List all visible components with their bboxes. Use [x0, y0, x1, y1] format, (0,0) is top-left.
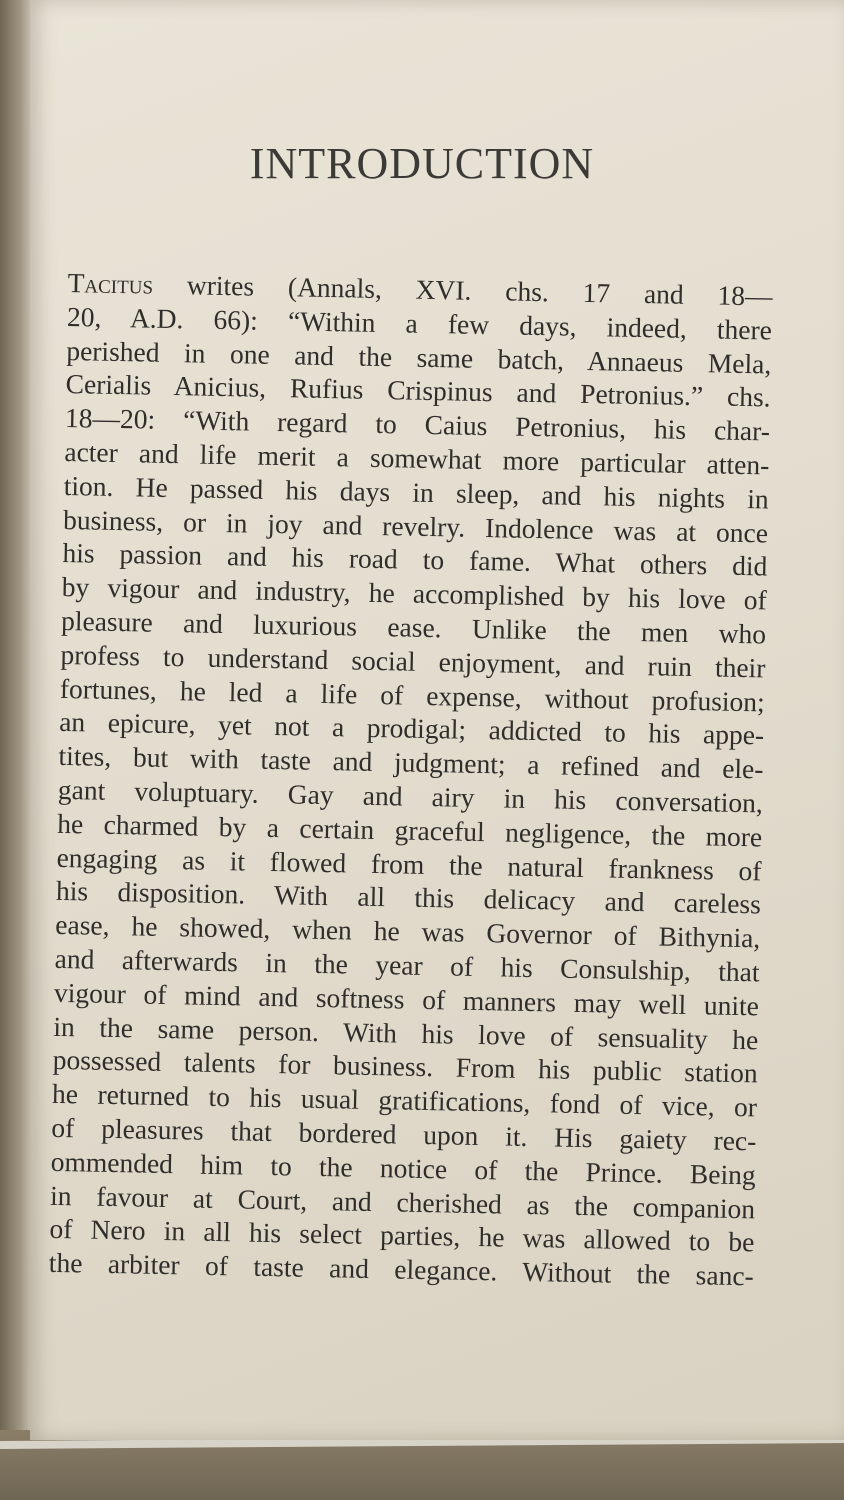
text-line: ommended him to the notice of the Prince. Being [50, 1145, 756, 1191]
text-line: tites, but with taste and judgment; a refined and ele- [58, 740, 764, 785]
text-line: gant voluptuary. Gay and airy in his conversation, [57, 773, 764, 819]
text-line: the arbiter of taste and elegance. Without the sanc- [48, 1246, 755, 1292]
text-line: and afterwards in the year of his Consulship, that [54, 942, 760, 988]
lead-word: Tacitus [67, 266, 154, 300]
text-line: Cerialis Anicius, Rufius Crispinus and Petronius.” chs. [65, 368, 771, 413]
text-line: profess to understand social enjoyment, and ruin their [60, 638, 766, 684]
text-line: 18—20: “With regard to Caius Petronius, his char- [64, 402, 771, 447]
text-line: ease, he showed, when he was Governor of Bithynia, [55, 909, 761, 954]
text-line: he charmed by a certain graceful negligence, the more [57, 807, 763, 853]
text-line: engaging as it flowed from the natural frankness of [56, 841, 762, 886]
text-line: he returned to his usual gratifications, fond of vice, or [51, 1077, 758, 1123]
text-line: pleasure and luxurious ease. Unlike the men who [60, 604, 767, 650]
body-text [49, 266, 788, 1294]
text-line: in the same person. With his love of sensuality he [53, 1010, 759, 1055]
text-line: perished in one and the same batch, Annaeus Mela, [66, 334, 772, 380]
text-line: 20, A.D. 66): “Within a few days, indeed, there [66, 300, 773, 346]
text-line: business, or in joy and revelry. Indolence was at once [62, 503, 769, 549]
text-line: possessed talents for business. From his public station [52, 1044, 758, 1089]
text-line: his passion and his road to fame. What others did [62, 537, 768, 582]
text-line: in favour at Court, and cherished as the companion [49, 1179, 756, 1224]
text-line: by vigour and industry, he accomplished by his love of [61, 571, 768, 616]
page-title: INTRODUCTION [249, 139, 595, 188]
text-line: vigour of mind and softness of manners may well unite [53, 976, 760, 1022]
text-line: fortunes, he led a life of expense, without profusion; [59, 672, 766, 718]
text-line: of Nero in all his select parties, he was allowed to be [49, 1213, 755, 1258]
text-line: tion. He passed his days in sleep, and his nights in [63, 469, 769, 515]
text-line: an epicure, yet not a prodigal; addicted to his appe- [58, 706, 765, 751]
text-line: acter and life merit a somewhat more particular atten- [64, 435, 770, 481]
text-line: of pleasures that bordered upon it. His gaiety rec- [51, 1111, 757, 1157]
text-line: Tacitus writes (Annals, XVI. chs. 17 and 18— [67, 266, 773, 312]
text-line: his disposition. With all this delicacy and careless [55, 875, 762, 920]
